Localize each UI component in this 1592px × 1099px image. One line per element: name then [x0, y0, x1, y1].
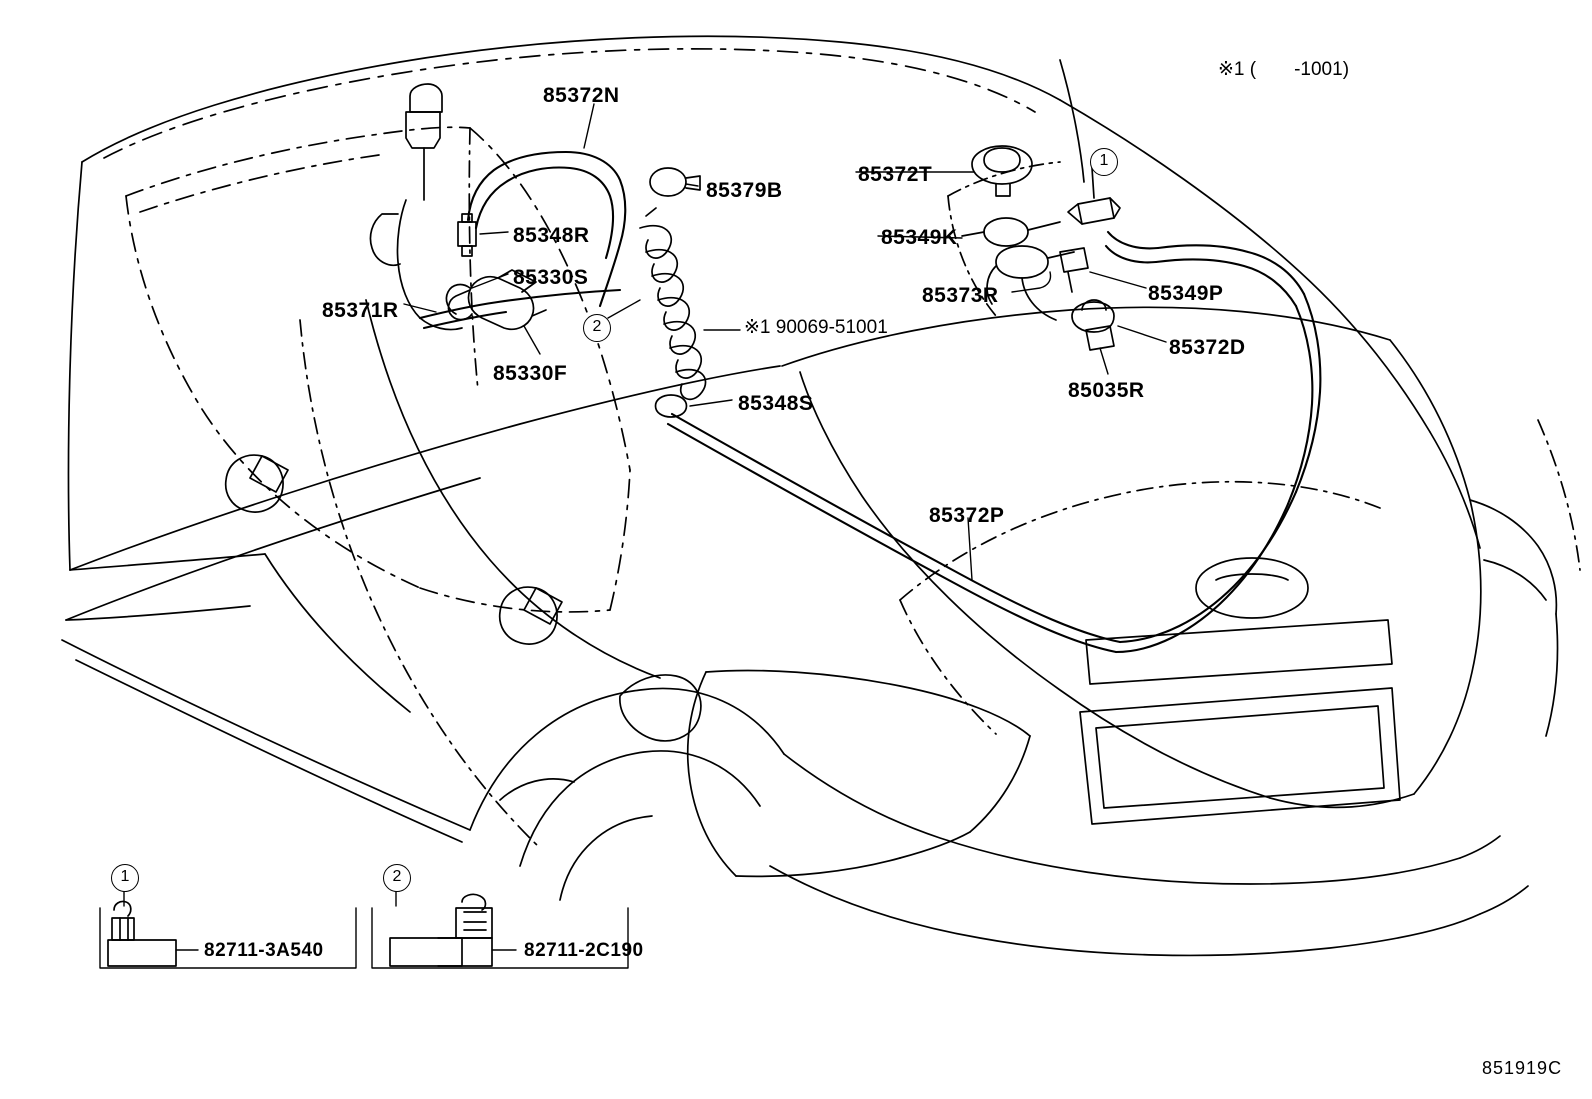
callout-85372N: 85372N: [543, 84, 620, 107]
legend-circle-1: 1: [111, 864, 139, 892]
callout-85379B: 85379B: [706, 179, 783, 202]
callout-85330F: 85330F: [493, 362, 568, 385]
callout-85035R: 85035R: [1068, 379, 1145, 402]
note-inline-part: ※1 90069-51001: [744, 317, 888, 338]
figure-code: 851919C: [1482, 1058, 1563, 1078]
callout-85372D: 85372D: [1169, 336, 1246, 359]
callout-85373R: 85373R: [922, 284, 999, 307]
circle-marker-2: 2: [583, 314, 611, 342]
callout-85349P: 85349P: [1148, 282, 1224, 305]
callout-85371R: 85371R: [322, 299, 399, 322]
note-top-supersession: ※1 ( -1001): [1218, 59, 1350, 80]
callout-85348S: 85348S: [738, 392, 814, 415]
circle-marker-1: 1: [1090, 148, 1118, 176]
callout-85330S: 85330S: [513, 266, 589, 289]
callout-85348R: 85348R: [513, 224, 590, 247]
callout-85349K: 85349K: [881, 226, 958, 249]
legend-part-2: 82711-2C190: [524, 940, 644, 961]
callout-85372T: 85372T: [858, 163, 933, 186]
legend-circle-2: 2: [383, 864, 411, 892]
callout-85372P: 85372P: [929, 504, 1005, 527]
legend-part-1: 82711-3A540: [204, 940, 324, 961]
